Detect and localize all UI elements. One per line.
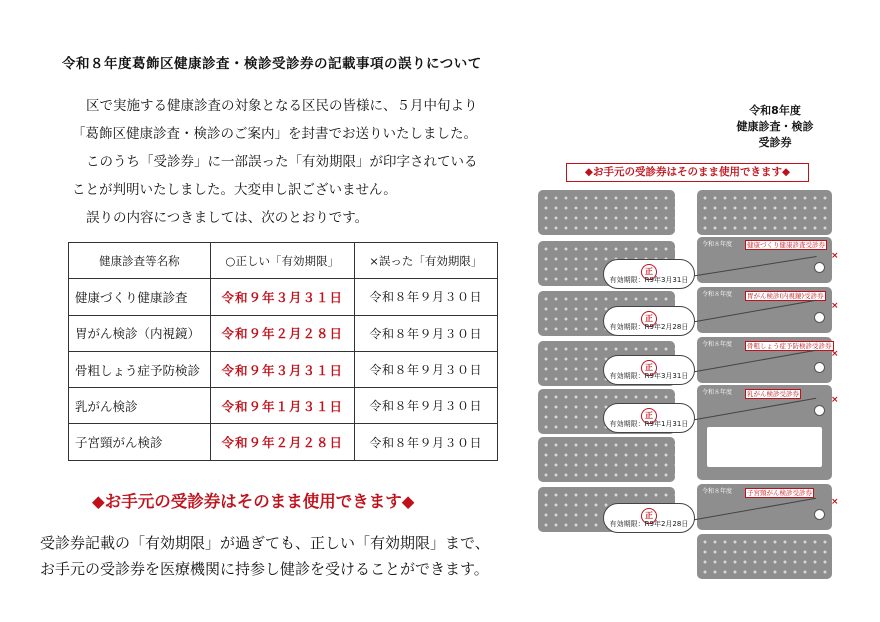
table-row	[69, 315, 498, 351]
ticket-seal-icon	[814, 362, 825, 373]
ticket-label: 骨粗しょう症予防検診受診券	[747, 342, 832, 350]
callout-text: 有効期限：R9年3月31日	[609, 276, 689, 284]
table-row	[69, 388, 498, 424]
row-wrong: 令和８年９月３０日	[354, 315, 497, 351]
footer-line: 受診券記載の「有効期限」が過ぎても、正しい「有効期限」まで、	[40, 534, 490, 552]
ticket-header-text: 令和８年度	[702, 291, 733, 298]
row-name: 乳がん検診	[69, 388, 211, 424]
row-name: 健康づくり健康診査	[69, 279, 211, 315]
ticket-header-text: 令和８年度	[702, 389, 733, 396]
expiry-callout	[603, 403, 695, 433]
ticket-cell	[697, 190, 832, 235]
table-row	[69, 424, 498, 460]
ticket-label: 子宮頸がん検診受診券	[747, 489, 812, 497]
ticket-cell	[538, 190, 675, 235]
correct-seal-icon: 正	[641, 360, 657, 376]
ticket-cell	[697, 534, 832, 579]
row-wrong: 令和８年９月３０日	[354, 424, 497, 460]
ticket-cell	[538, 437, 675, 482]
ticket-seal-icon	[814, 262, 825, 273]
intro-line: ことが判明いたしました。大変申し訳ございません。	[72, 182, 397, 198]
expiry-callout	[603, 306, 695, 336]
callout-text: 有効期限：R9年2月28日	[609, 323, 689, 331]
ticket-label: 健康づくり健康診査受診券	[747, 241, 825, 249]
ticket-label: 乳がん検診受診券	[747, 390, 799, 398]
x-mark-icon: ×	[831, 395, 839, 405]
row-correct: 令和９年３月３１日	[210, 279, 354, 315]
ticket-header-text: 令和８年度	[702, 241, 733, 248]
ticket-header-text: 令和８年度	[702, 488, 733, 495]
ticket-label: 胃がん検診(内視鏡)受診券	[747, 292, 824, 300]
ticket-header-text: 令和８年度	[702, 341, 733, 348]
row-name: 子宮頸がん検診	[69, 424, 211, 460]
x-mark-icon: ×	[831, 349, 839, 359]
intro-line: 「葛飾区健康診査・検診のご案内」を封書でお送りいたしました。	[72, 126, 477, 142]
header-name: 健康診査等名称	[69, 243, 211, 279]
ticket-notice: ◆お手元の受診券はそのまま使用できます◆	[566, 163, 809, 182]
usable-notice: ◆お手元の受診券はそのまま使用できます◆	[92, 492, 415, 511]
correct-seal-icon: 正	[641, 508, 657, 524]
row-wrong: 令和８年９月３０日	[354, 388, 497, 424]
x-mark-icon: ×	[831, 251, 839, 261]
page-title: 令和８年度葛飾区健康診査・検診受診券の記載事項の誤りについて	[62, 56, 482, 72]
ticket-seal-icon	[814, 312, 825, 323]
correct-seal-icon: 正	[641, 264, 657, 280]
row-wrong: 令和８年９月３０日	[354, 351, 497, 387]
callout-text: 有効期限：R9年2月28日	[609, 520, 689, 528]
footer-text	[40, 530, 490, 582]
row-correct: 令和９年３月３１日	[210, 351, 354, 387]
correct-seal-icon: 正	[641, 311, 657, 327]
table-header-row	[69, 243, 498, 279]
table-row	[69, 351, 498, 387]
ticket-seal-icon	[814, 509, 825, 520]
row-correct: 令和９年２月２８日	[210, 424, 354, 460]
header-correct: ○正しい「有効期限」	[210, 243, 354, 279]
ticket-title-line: 受診券	[758, 136, 792, 149]
ticket-seal-icon	[814, 405, 825, 416]
ticket-title-line: 令和8年度	[749, 104, 801, 117]
x-mark-icon: ×	[831, 301, 839, 311]
ticket-title	[715, 103, 835, 151]
row-correct: 令和９年１月３１日	[210, 388, 354, 424]
header-wrong: ×誤った「有効期限」	[354, 243, 497, 279]
ticket-title-line: 健康診査・検診	[736, 120, 814, 133]
callout-text: 有効期限：R9年1月31日	[609, 420, 689, 428]
intro-paragraph	[72, 92, 512, 232]
intro-line: このうち「受診券」に一部誤った「有効期限」が印字されている	[86, 154, 478, 170]
callout-text: 有効期限：R9年3月31日	[609, 372, 689, 380]
x-mark-icon: ×	[831, 497, 839, 507]
row-name: 骨粗しょう症予防検診	[69, 351, 211, 387]
expiry-callout	[603, 355, 695, 385]
intro-line: 誤りの内容につきましては、次のとおりです。	[86, 210, 369, 226]
expiry-callout	[603, 259, 695, 289]
row-wrong: 令和８年９月３０日	[354, 279, 497, 315]
intro-line: 区で実施する健康診査の対象となる区民の皆様に、５月中旬より	[86, 98, 478, 114]
expiry-callout	[603, 503, 695, 533]
correct-seal-icon: 正	[641, 408, 657, 424]
expiry-table	[68, 242, 498, 461]
row-name: 胃がん検診（内視鏡）	[69, 315, 211, 351]
footer-line: お手元の受診券を医療機関に持参し健診を受けることができます。	[40, 560, 489, 578]
table-row	[69, 279, 498, 315]
row-correct: 令和９年２月２８日	[210, 315, 354, 351]
